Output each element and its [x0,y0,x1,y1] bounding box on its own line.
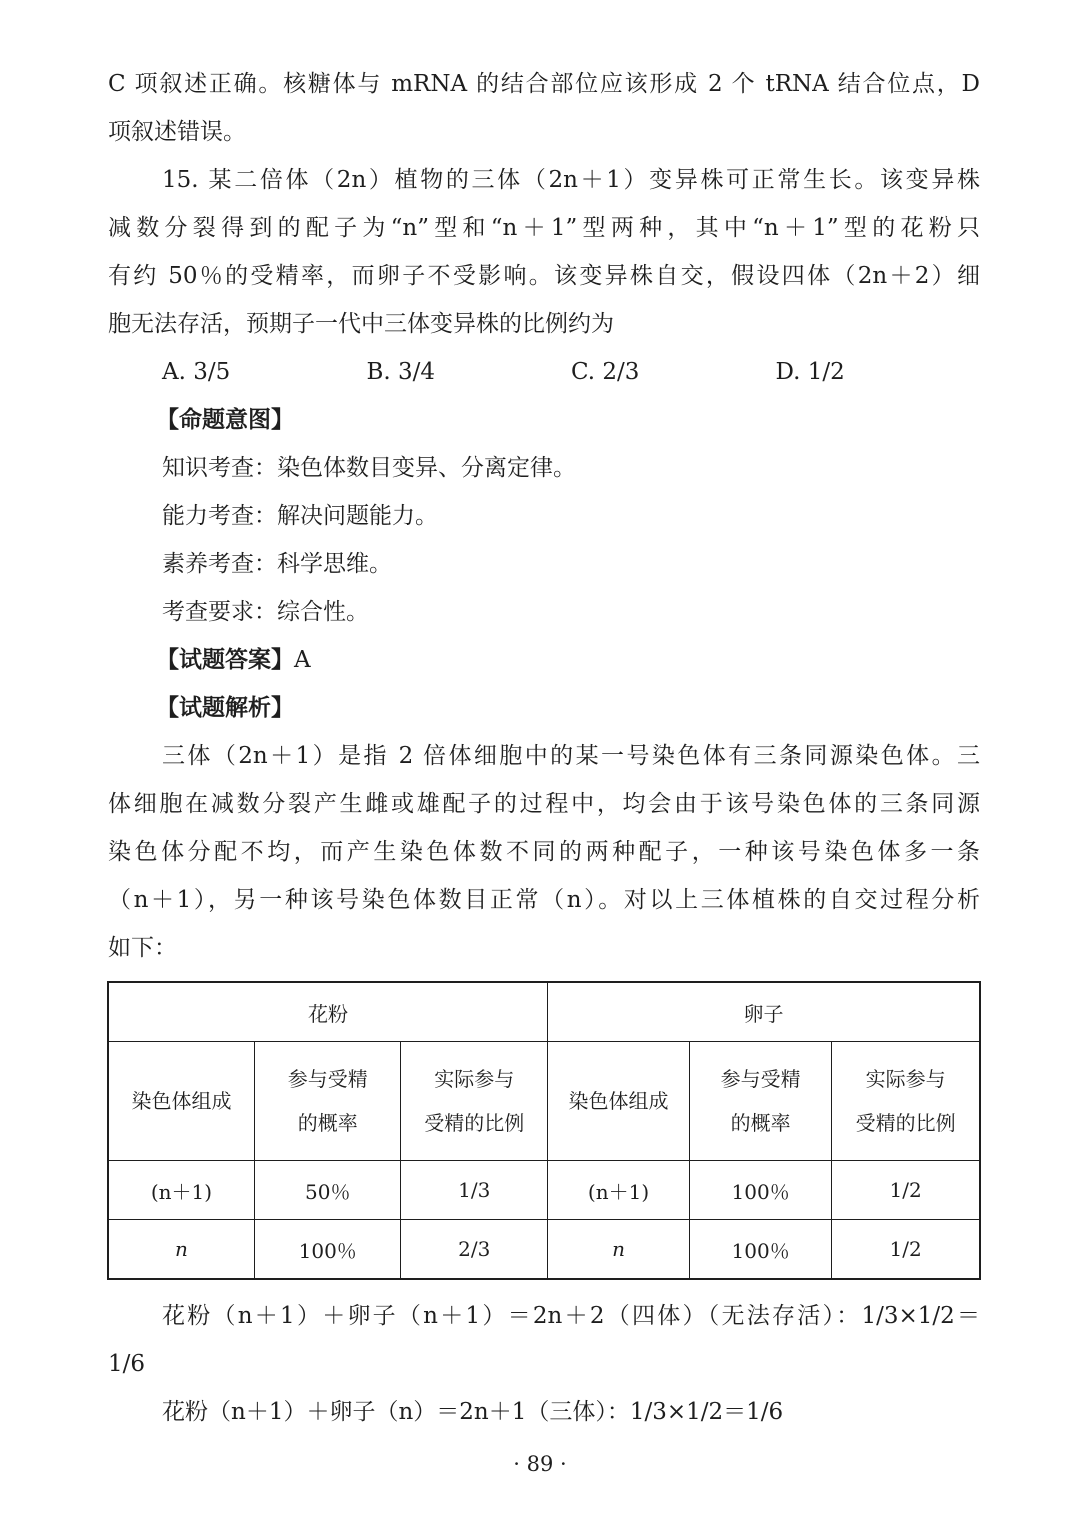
analysis-line-4: （n＋1），另一种该号染色体数目正常（n）。对以上三体植株的自交过程分析 [108,887,980,913]
cell: 100％ [690,1161,832,1220]
pollen-col-ratio: 实际参与 受精的比例 [401,1042,547,1161]
question-line-2: 减数分裂得到的配子为“n”型和“n＋1”型两种，其中“n＋1”型的花粉只 [108,215,980,241]
cell: 1/3 [401,1161,547,1220]
intent-ability: 能力考查：解决问题能力。 [162,503,438,529]
table-row [108,1220,980,1280]
table-group-header [108,982,980,1042]
egg-col-prob: 参与受精 的概率 [690,1042,832,1161]
cell: 2/3 [401,1220,547,1280]
egg-col-ratio: 实际参与 受精的比例 [832,1042,980,1161]
option-b: B. 3/4 [366,359,436,385]
option-d: D. 1/2 [775,359,845,385]
answer-value: A [294,647,311,673]
intent-heading: 【命题意图】 [156,407,294,433]
intent-knowledge: 知识考查：染色体数目变异、分离定律。 [162,455,576,481]
gamete-table [107,981,981,1280]
analysis-line-5: 如下： [108,935,177,961]
cell: 1/2 [832,1220,980,1280]
analysis-line-1: 三体（2n＋1）是指 2 倍体细胞中的某一号染色体有三条同源染色体。三 [162,743,980,769]
cell: n [108,1220,254,1280]
group-pollen: 花粉 [108,982,547,1042]
question-line-1: 15. 某二倍体（2n）植物的三体（2n＋1）变异株可正常生长。该变异株 [162,167,980,193]
page-number: · 89 · [513,1452,567,1476]
analysis-line-3: 染色体分配不均，而产生染色体数不同的两种配子，一种该号染色体多一条 [108,839,980,865]
intro-line-1: C 项叙述正确。核糖体与 mRNA 的结合部位应该形成 2 个 tRNA 结合位点，D [108,71,980,97]
group-egg: 卵子 [547,982,980,1042]
option-c: C. 2/3 [571,359,640,385]
analysis-line-2: 体细胞在减数分裂产生雌或雄配子的过程中，均会由于该号染色体的三条同源 [108,791,980,817]
intent-requirement: 考查要求：综合性。 [162,599,369,625]
cell: (n＋1) [547,1161,689,1220]
calc-line-1: 花粉（n＋1）＋卵子（n＋1）＝2n＋2（四体）（无法存活）：1/3×1/2＝ [162,1303,980,1329]
answer-options [108,348,980,396]
question-line-4: 胞无法存活，预期子一代中三体变异株的比例约为 [108,311,614,337]
table-row [108,1161,980,1220]
cell: 100％ [690,1220,832,1280]
option-a: A. 3/5 [162,359,231,385]
table-column-header [108,1042,980,1161]
cell: 50％ [254,1161,400,1220]
intent-literacy: 素养考查：科学思维。 [162,551,392,577]
calc-line-3: 花粉（n＋1）＋卵子（n）＝2n＋1（三体）：1/3×1/2＝1/6 [162,1399,784,1425]
calc-line-2: 1/6 [108,1351,146,1377]
cell: 1/2 [832,1161,980,1220]
question-line-3: 有约 50％的受精率，而卵子不受影响。该变异株自交，假设四体（2n＋2）细 [108,263,980,289]
calculation-block [108,1292,980,1436]
pollen-col-prob: 参与受精 的概率 [254,1042,400,1161]
cell: n [547,1220,689,1280]
cell: 100％ [254,1220,400,1280]
intro-line-2: 项叙述错误。 [108,119,246,145]
document-body [108,60,980,972]
analysis-heading: 【试题解析】 [156,695,294,721]
answer-line [108,636,980,684]
cell: (n＋1) [108,1161,254,1220]
answer-heading: 【试题答案】 [156,647,294,673]
pollen-col-composition: 染色体组成 [108,1042,254,1161]
egg-col-composition: 染色体组成 [547,1042,689,1161]
